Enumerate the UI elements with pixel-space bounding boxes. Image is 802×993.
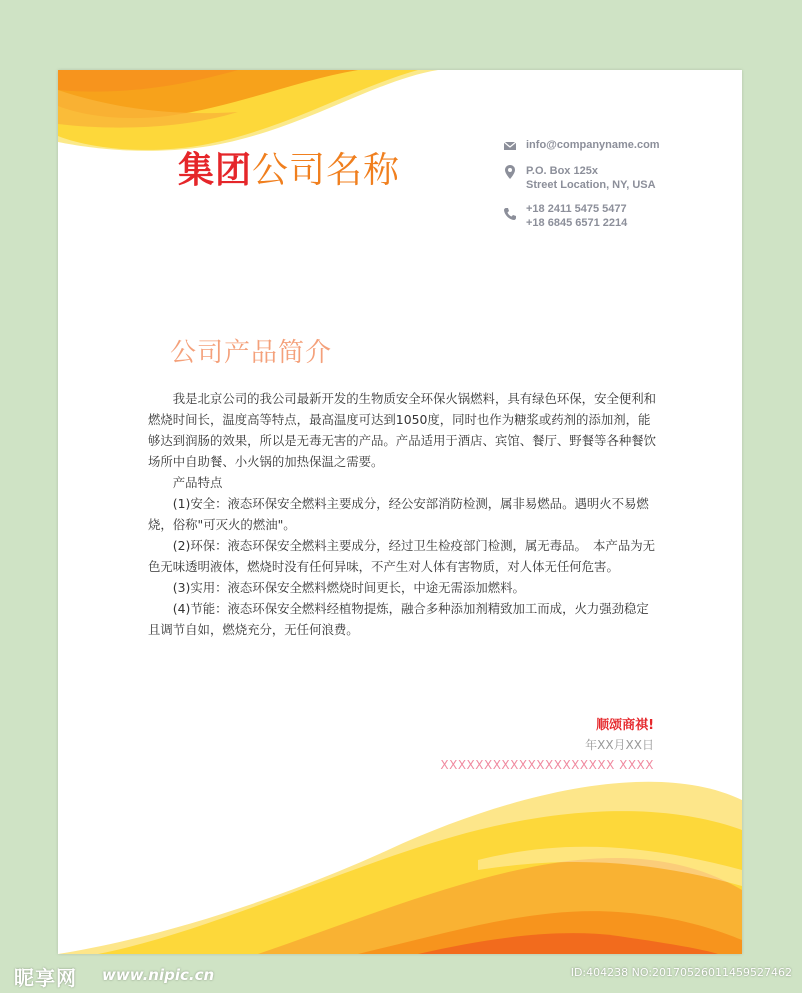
contact-email-row	[500, 138, 740, 152]
date-line: 年XX月XX日	[585, 738, 654, 752]
contact-address-row	[500, 164, 740, 192]
company-name-part1: 集团	[178, 150, 253, 191]
signature-line: XXXXXXXXXXXXXXXXXXXX XXXX	[440, 758, 654, 772]
paragraph-feature-practical: (3)实用：液态环保安全燃料燃烧时间更长，中途无需添加燃料。	[172, 580, 525, 595]
contact-address-line2: Street Location, NY, USA	[526, 179, 656, 191]
paragraph-feature-safety: (1)安全：液态环保安全燃料主要成分，经公安部消防检测，属非易燃品。遇明火不易燃烧，俗称"可灭火的燃油"。	[148, 496, 649, 532]
contact-phone-2: +18 6845 6571 2214	[526, 217, 628, 229]
phone-icon	[502, 206, 518, 222]
watermark-logo: 昵享网	[14, 966, 77, 990]
paragraph-features-heading: 产品特点	[172, 475, 223, 490]
closing-salutation: 顺颂商祺!	[596, 718, 654, 733]
contact-block	[500, 138, 740, 230]
company-name	[178, 142, 400, 193]
watermark-url: www.nipic.cn	[102, 966, 215, 984]
contact-phone-row	[500, 202, 740, 230]
map-pin-icon	[502, 164, 518, 180]
letterhead-page	[58, 70, 742, 954]
contact-address-line1: P.O. Box 125x	[526, 165, 598, 177]
paragraph-feature-energy: (4)节能：液态环保安全燃料经植物提炼，融合多种添加剂精致加工而成，火力强劲稳定且调节自如，燃烧充分，无任何浪费。	[148, 601, 649, 637]
envelope-icon	[502, 138, 518, 154]
paragraph-intro: 我是北京公司的我公司最新开发的生物质安全环保火锅燃料，具有绿色环保，安全便利和燃烧时间长，温度高等特点，最高温度可达到1050度，同时也作为糖浆或药剂的添加剂，能够达到润肠的效果，所以是无毒无害的产品。产品适用于酒店、宾馆、餐厅、野餐等各种餐饮场所中自助餐、小火锅的加热保温之需要。	[148, 391, 657, 469]
company-name-part2: 公司名称	[252, 150, 401, 191]
contact-phone-1: +18 2411 5475 5477	[526, 203, 627, 215]
watermark-id: ID:404238 NO:20170526011459527462	[570, 966, 792, 979]
body-text	[148, 388, 660, 640]
contact-email[interactable]: info@companyname.com	[526, 139, 660, 151]
paragraph-feature-eco: (2)环保：液态环保安全燃料主要成分，经过卫生检疫部门检测，属无毒品。 本产品为无色无味透明液体，燃烧时没有任何异味，不产生对人体有害物质，对人体无任何危害。	[148, 538, 655, 574]
section-title: 公司产品简介	[170, 338, 333, 368]
